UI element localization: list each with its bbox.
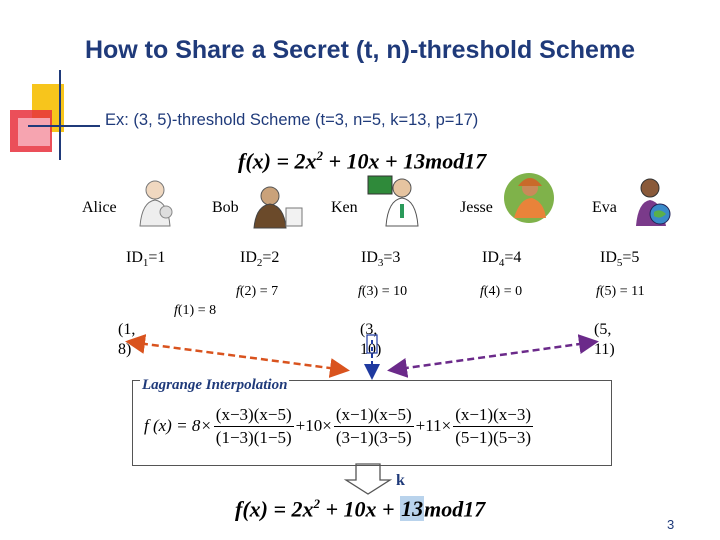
participant-id-ken: $ID_3=3$	[361, 249, 401, 270]
share-value-bob: f(2) = 7	[236, 284, 279, 299]
participant-id-bob: $ID_2=2$	[240, 249, 280, 270]
point-alice: (1, 8)	[118, 321, 136, 358]
participant-name-eva: Eva	[592, 199, 617, 216]
share-value-alice: f(1) = 8	[174, 303, 217, 318]
participant-name-alice: Alice	[82, 199, 117, 216]
page-number: 3	[667, 517, 675, 532]
slide-subtitle: Ex: (3, 5)-threshold Scheme (t=3, n=5, k=13, p=17)	[105, 111, 479, 129]
lagrange-formula: f (x) = 8× $\frac{(x-3)(x-5)}{(1-3)(1-5)}$ +10× $\frac{(x-1)(x-5)}{(3-1)(3-5)}$ +11× $\frac{(x-1)(x-3)}{(5-1)(5-3)}$	[144, 404, 532, 447]
share-value-jesse: f(4) = 0	[480, 284, 523, 299]
participant-id-jesse: $ID_4=4$	[482, 249, 522, 270]
participant-name-bob: Bob	[212, 199, 239, 216]
polynomial-bottom: $f(x) = 2x^2 + 10x + 13mod17$	[235, 496, 486, 522]
participant-id-eva: $ID_5=5$	[600, 249, 640, 270]
point-eva: (5, 11)	[594, 321, 615, 358]
participant-name-ken: Ken	[331, 199, 358, 216]
participant-name-jesse: Jesse	[460, 199, 493, 216]
share-value-ken: f(3) = 10	[358, 284, 408, 299]
secret-k-label: k	[396, 472, 405, 489]
arrow-eva-to-ken	[392, 342, 594, 370]
point-ken: (3, 10)	[360, 321, 382, 358]
lagrange-title: Lagrange Interpolation	[142, 377, 288, 393]
secret-highlight: 13	[401, 496, 424, 522]
share-value-eva: f(5) = 11	[596, 284, 645, 299]
down-block-arrow	[346, 464, 390, 494]
participant-id-alice: $ID_1=1$	[126, 249, 166, 270]
arrow-alice-to-ken	[130, 342, 345, 370]
slide-title: How to Share a Secret (t, n)-threshold Scheme	[84, 36, 636, 64]
polynomial-top: $f(x) = 2x^2 + 10x + 13mod17$	[238, 148, 487, 174]
